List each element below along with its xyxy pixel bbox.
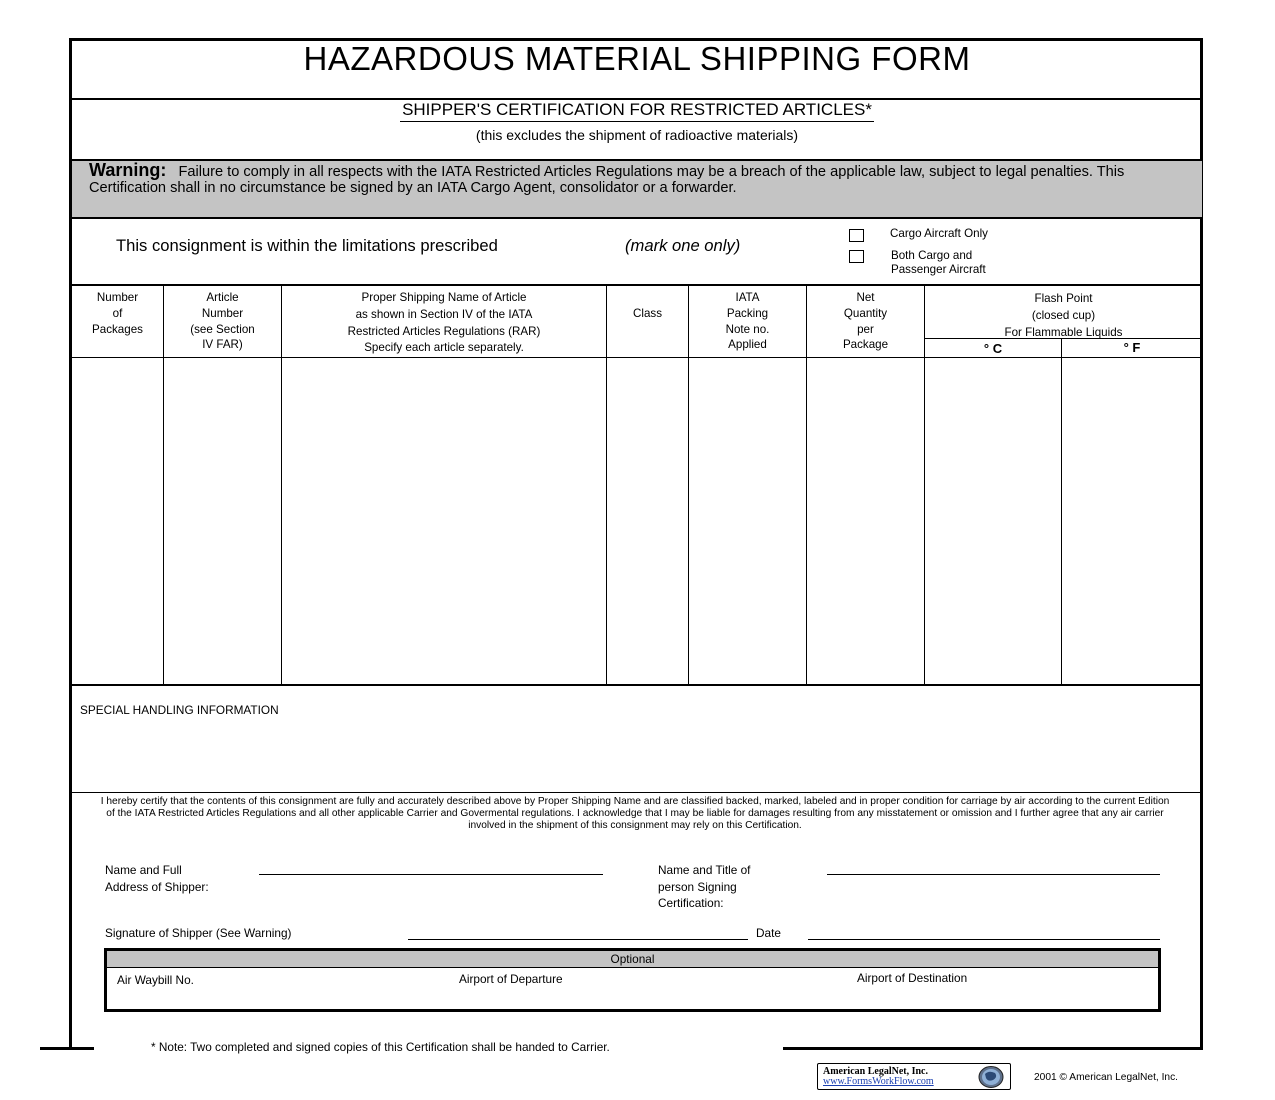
header-line: Packages	[92, 322, 143, 336]
flash-celsius-cell[interactable]	[925, 359, 1061, 684]
header-iata	[689, 290, 806, 353]
header-line: (see Section	[190, 322, 255, 336]
label-line: Certification:	[658, 896, 724, 910]
special-handling-field[interactable]	[72, 720, 1200, 790]
divider	[70, 792, 1202, 793]
header-line: Package	[842, 338, 889, 352]
globe-icon	[976, 1065, 1006, 1089]
header-line: Number	[201, 306, 244, 320]
header-line: Note no.	[725, 322, 770, 336]
header-line: per	[857, 322, 874, 336]
header-line: Specify each article separately.	[364, 341, 524, 355]
cargo-passenger-label	[891, 249, 986, 277]
note-text: * Note: Two completed and signed copies of this Certification shall be handed to Carrier.	[151, 1040, 610, 1054]
cargo-passenger-line1: Both Cargo and	[891, 249, 973, 262]
header-line: IATA	[735, 291, 760, 304]
header-line: Net	[856, 291, 875, 304]
departure-label: Airport of Departure	[459, 972, 563, 986]
header-line: Proper Shipping Name of Article	[361, 291, 527, 304]
header-fahrenheit: ° F	[1123, 340, 1141, 355]
cargo-only-checkbox[interactable]	[849, 229, 864, 242]
cargo-passenger-line2: Passenger Aircraft	[891, 263, 986, 276]
packages-cell[interactable]	[72, 359, 163, 684]
header-line: IV FAR)	[202, 338, 243, 352]
header-line: (closed cup)	[1031, 309, 1096, 323]
shipper-name-label	[105, 862, 209, 895]
header-net-quantity	[807, 290, 924, 353]
date-field[interactable]	[808, 939, 1160, 940]
destination-label: Airport of Destination	[857, 971, 968, 985]
divider	[70, 284, 1202, 286]
logo-company: American LegalNet, Inc.	[823, 1066, 928, 1077]
shipper-name-field[interactable]	[259, 874, 603, 875]
waybill-label: Air Waybill No.	[117, 973, 194, 987]
date-label: Date	[756, 926, 781, 940]
header-flash-point	[925, 290, 1202, 342]
departure-field[interactable]	[459, 990, 819, 1008]
copyright-text: 2001 © American LegalNet, Inc.	[1034, 1072, 1178, 1083]
mark-one-note: (mark one only)	[625, 236, 741, 255]
divider	[70, 217, 1202, 219]
article-number-cell[interactable]	[164, 359, 281, 684]
header-shipping-name	[282, 290, 606, 357]
consignment-text: This consignment is within the limitations prescribed	[116, 236, 498, 255]
warning-text: Failure to comply in all respects with the IATA Restricted Articles Regulations may be a breach of the applicable law, subject to legal penalties. This Certification shall in no circumstance be signed by an IATA Cargo Agent, consolidator or a forwarder.	[89, 164, 1125, 196]
form-subnote: (this excludes the shipment of radioactive materials)	[475, 127, 799, 143]
header-line: of	[112, 306, 123, 320]
label-line: person Signing	[658, 879, 737, 894]
signer-name-field[interactable]	[827, 874, 1160, 875]
header-article	[164, 290, 281, 353]
header-line: Flash Point	[1034, 292, 1093, 305]
cargo-only-label: Cargo Aircraft Only	[890, 227, 988, 240]
signature-field[interactable]	[408, 939, 748, 940]
flash-fahrenheit-cell[interactable]	[1062, 359, 1200, 684]
label-line: Name and Full	[105, 863, 182, 877]
shipping-name-cell[interactable]	[282, 359, 606, 684]
special-handling-label: SPECIAL HANDLING INFORMATION	[80, 703, 279, 717]
american-legalnet-logo[interactable]	[817, 1063, 1011, 1090]
header-line: Number	[96, 291, 139, 304]
table-header-bottom	[70, 357, 1202, 358]
waybill-field[interactable]	[117, 990, 437, 1008]
header-line: Article	[206, 291, 239, 304]
header-class: Class	[633, 307, 662, 320]
divider	[70, 684, 1202, 686]
cargo-passenger-checkbox[interactable]	[849, 250, 864, 263]
header-line: as shown in Section IV of the IATA	[355, 307, 533, 321]
signature-label: Signature of Shipper (See Warning)	[105, 926, 292, 940]
signer-label	[658, 862, 750, 912]
header-line: Quantity	[843, 306, 888, 320]
header-line: Packing	[726, 306, 769, 320]
header-line: Applied	[728, 338, 767, 352]
certification-text: I hereby certify that the contents of this consignment are fully and accurately described above by Proper Shipping Name and are classified backed, marked, labeled and in proper condition for carriage by air according to the current Edition of the IATA Restricted Articles Regulations and all other applicable Carrier and Govermental regulations. I acknowledge that I may be liable for damages resulting from any misstatement or omission and I further agree that any air carrier involved in the shipment of this consignment may rely on this Certification.	[100, 796, 1170, 831]
class-cell[interactable]	[607, 359, 688, 684]
label-line: Name and Title of	[658, 863, 751, 877]
net-quantity-cell[interactable]	[807, 359, 924, 684]
packing-note-cell[interactable]	[689, 359, 806, 684]
warning-label: Warning:	[89, 160, 167, 180]
header-celsius: ° C	[983, 341, 1003, 356]
logo-url[interactable]: www.FormsWorkFlow.com	[823, 1076, 934, 1087]
label-line: Address of Shipper:	[105, 879, 209, 894]
header-line: For Flammable Liquids	[1004, 326, 1123, 340]
optional-header: Optional	[107, 951, 1158, 968]
warning-box	[72, 161, 1202, 218]
header-packages	[72, 290, 163, 337]
header-line: Restricted Articles Regulations (RAR)	[347, 324, 541, 338]
form-title: HAZARDOUS MATERIAL SHIPPING FORM	[303, 40, 971, 77]
form-subtitle	[72, 100, 1202, 120]
destination-field[interactable]	[857, 990, 1147, 1008]
subtitle-text: SHIPPER'S CERTIFICATION FOR RESTRICTED ARTICLES*	[400, 100, 874, 122]
